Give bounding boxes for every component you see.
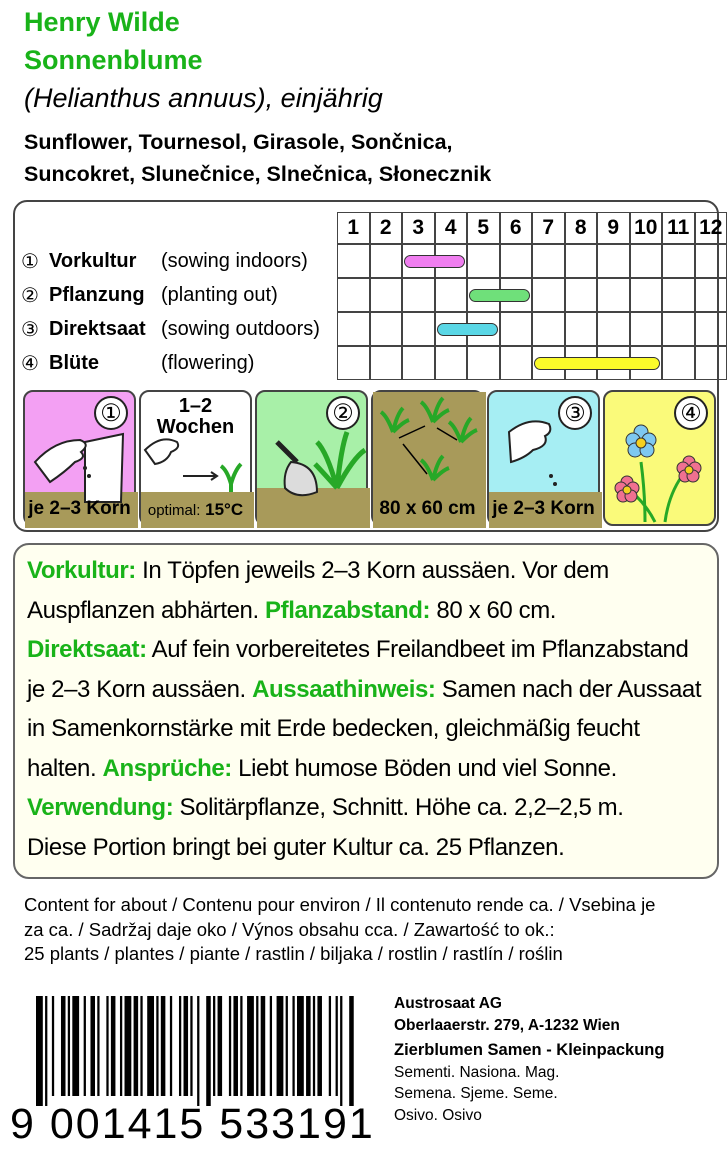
barcode-bar: [286, 996, 288, 1096]
common-names-line2: Suncokret, Slunečnice, Slnečnica, Słonecznik: [24, 162, 492, 186]
row-label-en: (planting out): [161, 283, 278, 306]
icon-sowing-outdoors: [487, 390, 600, 526]
calendar-cell: [695, 278, 727, 312]
calendar-cell: [370, 346, 403, 380]
label-aussaathinweis: Aussaathinweis:: [252, 675, 436, 703]
icon-spacing: [371, 390, 484, 526]
product-translation-1: Sementi. Nasiona. Mag.: [394, 1063, 560, 1081]
month-header-2: 2: [370, 212, 403, 244]
barcode-bar: [213, 996, 215, 1096]
barcode-bar: [90, 996, 95, 1096]
calendar-cell: [662, 312, 695, 346]
step-4-badge: ④: [674, 396, 708, 430]
month-header-10: 10: [630, 212, 663, 244]
barcode-bar: [329, 996, 331, 1096]
barcode-bar: [261, 996, 266, 1096]
barcode-bar: [111, 996, 116, 1096]
label-pflanzabstand: Pflanzabstand:: [265, 596, 431, 624]
calendar-cell: [370, 312, 403, 346]
barcode-bar: [229, 996, 231, 1096]
temperature-value: 15°C: [205, 500, 244, 519]
row-label-de: Blüte: [49, 351, 99, 374]
calendar-cell: [695, 244, 727, 278]
calendar-cell: [565, 278, 598, 312]
calendar-cell: [467, 244, 500, 278]
month-header-9: 9: [597, 212, 630, 244]
barcode-bar: [140, 996, 142, 1096]
product-type: Zierblumen Samen - Kleinpackung: [394, 1041, 665, 1059]
barcode-bar: [84, 996, 86, 1096]
calendar-cell: [565, 244, 598, 278]
text-korn: je 2–3 Korn aussäen.: [27, 675, 253, 703]
row-number: ④: [21, 352, 39, 375]
calendar-row-label: [21, 346, 254, 380]
calendar-cell: [370, 278, 403, 312]
period-bar-2: [469, 289, 530, 302]
month-header-1: 1: [337, 212, 370, 244]
barcode-bar: [170, 996, 172, 1096]
barcode-number: 9 001415 533191: [10, 1100, 375, 1148]
barcode-bar: [233, 996, 238, 1096]
calendar-cell: [630, 278, 663, 312]
calendar-cell: [337, 346, 370, 380]
calendar-cell: [662, 346, 695, 380]
barcode-bar: [161, 996, 166, 1096]
calendar-cell: [370, 244, 403, 278]
company-name: Austrosaat AG: [394, 995, 502, 1012]
barcode-bar: [336, 996, 338, 1096]
row-label-de: Pflanzung: [49, 283, 145, 306]
calendar-cell: [532, 244, 565, 278]
period-bar-1: [404, 255, 465, 268]
text-pflanzabstand: 80 x 60 cm.: [430, 596, 557, 624]
content-line-2: za ca. / Sadržaj daje oko / Výnos obsahu cca. / Zawartość to ok.:: [24, 918, 555, 940]
barcode-bar: [72, 996, 79, 1096]
calendar-cell: [695, 346, 727, 380]
step-2-badge: ②: [326, 396, 360, 430]
barcode-bar: [247, 996, 254, 1096]
label-vorkultur: Vorkultur:: [27, 557, 136, 584]
barcode-bar: [206, 996, 211, 1106]
row-label-de: Vorkultur: [49, 249, 137, 272]
calendar-row-label: [21, 244, 308, 278]
common-names-line1: Sunflower, Tournesol, Girasole, Sončnica,: [24, 130, 453, 154]
seed-count-caption: je 2–3 Korn: [28, 498, 131, 519]
step-3-badge: ③: [558, 396, 592, 430]
calendar-cell: [662, 244, 695, 278]
row-label-en: (sowing indoors): [161, 249, 308, 272]
text-abhaerten: Auspflanzen abhärten.: [27, 596, 266, 624]
step-1-badge: ①: [94, 396, 128, 430]
barcode-bar: [156, 996, 158, 1096]
month-header-6: 6: [500, 212, 533, 244]
barcode-bar: [313, 996, 315, 1096]
label-verwendung: Verwendung:: [27, 794, 174, 821]
barcode-bar: [179, 996, 181, 1096]
calendar-cell: [597, 312, 630, 346]
icon-sowing-indoors: [23, 390, 136, 526]
barcode-bar: [306, 996, 311, 1096]
barcode-bar: [270, 996, 272, 1096]
calendar-cell: [630, 244, 663, 278]
text-portion: Diese Portion bringt bei guter Kultur ca. 25 Pflanzen.: [27, 833, 565, 861]
calendar-cell: [532, 312, 565, 346]
content-line-3: 25 plants / plantes / piante / rastlin / biljaka / rostlin / rastlín / roślin: [24, 943, 563, 964]
row-label-de: Direktsaat: [49, 317, 146, 340]
barcode-bar: [36, 996, 43, 1106]
label-direktsaat: Direktsaat:: [27, 636, 147, 663]
month-header-3: 3: [402, 212, 435, 244]
publisher-address: [394, 993, 664, 1126]
product-translation-3: Osivo. Osivo: [394, 1106, 482, 1124]
barcode-bar: [292, 996, 294, 1096]
calendar-cell: [337, 278, 370, 312]
barcode-bar: [218, 996, 223, 1096]
text-vorkultur: In Töpfen jeweils 2–3 Korn aussäen. Vor dem: [135, 557, 609, 584]
barcode-bar: [45, 996, 47, 1106]
calendar-cell: [565, 312, 598, 346]
barcode-bar: [240, 996, 242, 1096]
text-halten: halten.: [27, 754, 103, 782]
calendar-cell: [532, 278, 565, 312]
company-street: Oberlaaerstr. 279, A-1232 Wien: [394, 1016, 620, 1034]
calendar-row-label: [21, 278, 278, 312]
month-header-5: 5: [467, 212, 500, 244]
calendar-cell: [402, 346, 435, 380]
calendar-cell: [500, 312, 533, 346]
barcode-bar: [97, 996, 99, 1096]
optimal-label: optimal:: [147, 502, 201, 519]
row-label-en: (flowering): [161, 351, 255, 374]
calendar-cell: [435, 278, 468, 312]
barcode-bar: [197, 996, 199, 1106]
barcode-bar: [147, 996, 154, 1096]
icon-germination: [139, 390, 252, 526]
weeks-range: 1–2: [178, 395, 213, 417]
calendar-cell: [500, 346, 533, 380]
row-number: ③: [21, 318, 39, 341]
calendar-cell: [662, 278, 695, 312]
barcode-image: [36, 996, 356, 1106]
calendar-cell: [337, 244, 370, 278]
icon-flowering: [603, 390, 716, 526]
sowing-calendar: [13, 200, 723, 532]
calendar-cell: [597, 278, 630, 312]
row-number: ①: [21, 250, 39, 273]
label-ansprueche: Ansprüche:: [102, 754, 232, 782]
barcode-bar: [349, 996, 354, 1106]
period-bar-4: [534, 357, 660, 370]
barcode-bar: [340, 996, 342, 1106]
latin-name: (Helianthus annuus), einjährig: [24, 83, 383, 113]
weeks-label: Wochen: [156, 416, 235, 438]
instructions-box: [13, 543, 719, 879]
row-label-en: (sowing outdoors): [161, 317, 320, 340]
text-direktsaat: Auf fein vorbereitetes Freilandbeet im Pflanzabstand: [146, 636, 689, 663]
calendar-cell: [695, 312, 727, 346]
barcode-bar: [120, 996, 122, 1096]
calendar-cell: [630, 312, 663, 346]
text-verwendung: Solitärpflanze, Schnitt. Höhe ca. 2,2–2,5 m.: [173, 794, 624, 821]
barcode-bar: [52, 996, 54, 1096]
barcode-bar: [184, 996, 189, 1096]
text-bedecken: in Samenkornstärke mit Erde bedecken, gleichmäßig feucht: [27, 715, 640, 742]
month-header-7: 7: [532, 212, 565, 244]
barcode-bar: [277, 996, 284, 1096]
month-header-11: 11: [662, 212, 695, 244]
text-ansprueche: Liebt humose Böden und viel Sonne.: [231, 754, 617, 782]
spacing-caption: 80 x 60 cm: [379, 498, 476, 519]
month-header-8: 8: [565, 212, 598, 244]
seed-count-caption-outdoor: je 2–3 Korn: [492, 498, 595, 519]
text-aussaathinweis: Samen nach der Aussaat: [435, 675, 702, 703]
product-translation-2: Semena. Sjeme. Seme.: [394, 1085, 558, 1102]
barcode-bar: [125, 996, 132, 1096]
calendar-row-label: [21, 312, 320, 346]
month-header-12: 12: [695, 212, 727, 244]
plant-name: Sonnenblume: [24, 45, 203, 75]
month-header-4: 4: [435, 212, 468, 244]
calendar-cell: [597, 244, 630, 278]
calendar-cell: [337, 312, 370, 346]
barcode-bar: [256, 996, 258, 1096]
barcode-bar: [134, 996, 139, 1096]
barcode-bar: [297, 996, 304, 1096]
barcode-bar: [61, 996, 66, 1096]
content-info: [24, 893, 714, 967]
row-number: ②: [21, 284, 39, 307]
variety-name: Henry Wilde: [24, 7, 180, 37]
calendar-cell: [467, 346, 500, 380]
period-bar-3: [437, 323, 498, 336]
barcode-bar: [317, 996, 322, 1096]
calendar-cell: [435, 346, 468, 380]
calendar-cell: [500, 244, 533, 278]
barcode-bar: [68, 996, 70, 1096]
barcode-bar: [106, 996, 108, 1096]
calendar-cell: [402, 312, 435, 346]
barcode-bar: [190, 996, 192, 1096]
calendar-cell: [402, 278, 435, 312]
icon-planting-out: [255, 390, 368, 526]
content-line-1: Content for about / Contenu pour environ / Il contenuto rende ca. / Vsebina je: [24, 894, 656, 915]
